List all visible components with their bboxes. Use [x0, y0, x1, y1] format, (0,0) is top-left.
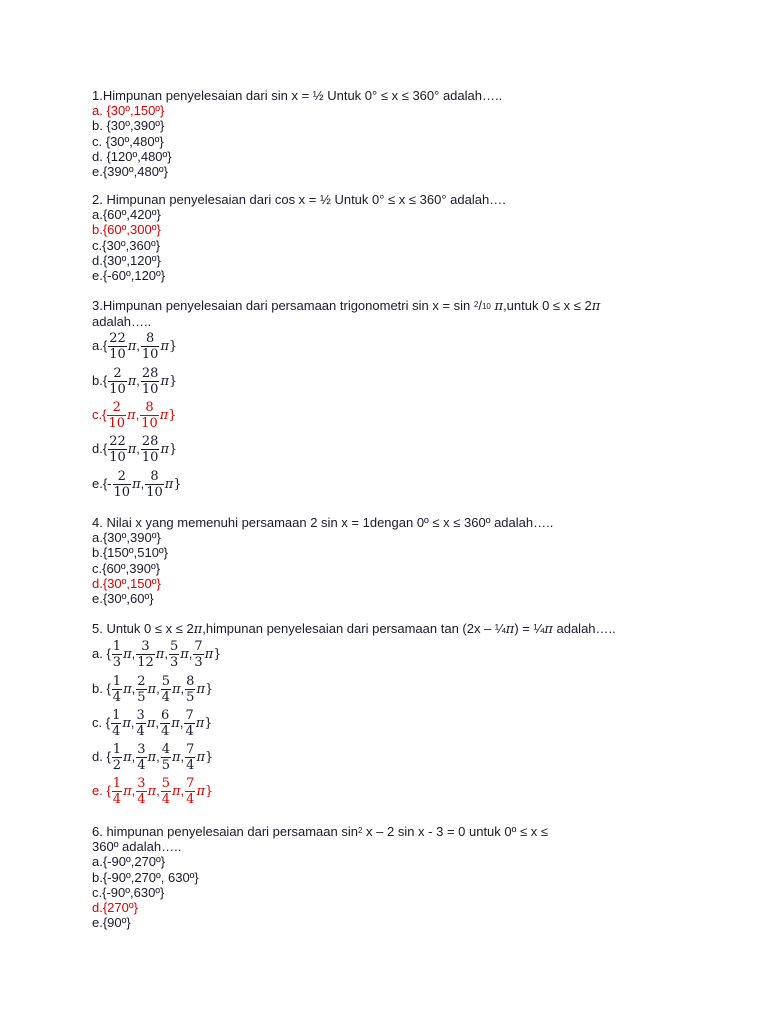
fraction-numerator: 1 [112, 776, 122, 792]
pi-symbol: π [123, 647, 132, 663]
q5-stem-pi3: π [544, 622, 553, 637]
fraction-numerator: 6 [160, 707, 170, 723]
fraction-denominator: 4 [160, 723, 170, 739]
fraction-denominator: 10 [141, 416, 158, 432]
fraction [161, 742, 171, 773]
q1-option-c: c. {30º,480º} [92, 133, 164, 149]
fraction-denominator: 10 [113, 484, 131, 500]
close-brace: } [168, 408, 177, 423]
fraction-denominator: 10 [109, 381, 126, 397]
q2-option-e: e.{-60º,120º} [92, 268, 166, 284]
q3-option-e [92, 467, 692, 501]
q5-option-d [92, 740, 692, 774]
fraction-denominator: 4 [185, 723, 194, 739]
fraction [112, 639, 122, 670]
comma: , [188, 646, 193, 662]
pi-symbol: π [160, 339, 169, 355]
fraction-denominator: 10 [108, 416, 126, 432]
fraction [141, 331, 160, 362]
comma: , [164, 646, 168, 662]
q3-option-a [92, 329, 692, 363]
q4-option-c: c.{60º,390º} [92, 560, 161, 576]
fraction-denominator: 10 [109, 450, 126, 466]
q6-option-b: b.{-90º,270º, 630º} [92, 869, 199, 885]
pi-symbol: π [123, 681, 132, 697]
fraction-numerator: 5 [161, 776, 170, 792]
q2-option-a: a.{60º,420º} [92, 207, 161, 223]
fraction-numerator: 7 [194, 639, 203, 655]
q2-option-d: d.{30º,120º} [92, 252, 161, 268]
pi-symbol: π [127, 442, 137, 458]
fraction-numerator: 8 [145, 400, 154, 416]
pi-symbol: π [123, 784, 132, 800]
option-prefix: a.{ [92, 338, 108, 354]
pi-symbol: π [122, 715, 131, 731]
comma: , [179, 714, 184, 730]
fraction [136, 674, 146, 705]
fraction-numerator: 3 [141, 639, 150, 655]
fraction [161, 776, 171, 807]
fraction-numerator: 28 [141, 434, 159, 450]
fraction-numerator: 8 [150, 468, 159, 484]
fraction-numerator: 2 [137, 673, 146, 689]
question-5-stem [92, 621, 692, 637]
pi-symbol: π [171, 715, 180, 731]
pi-symbol: π [204, 647, 214, 663]
pi-symbol: π [195, 715, 205, 731]
pi-symbol: π [155, 647, 165, 663]
pi-symbol: π [147, 784, 157, 800]
q1-option-d: d. {120º,480º} [92, 148, 172, 164]
q5-stem-post: adalah….. [552, 621, 616, 636]
pi-symbol: π [171, 750, 181, 766]
fraction [112, 742, 122, 773]
fraction-numerator: 2 [117, 468, 126, 484]
pi-symbol: π [159, 408, 169, 423]
fraction [136, 776, 146, 807]
fraction-denominator: 4 [161, 689, 170, 705]
q3-stem-pi: π [494, 299, 504, 314]
fraction-numerator: 3 [137, 742, 146, 758]
question-3-stem-line2: adalah….. [92, 314, 152, 330]
q2-option-b: b.{60º,300º} [92, 222, 161, 238]
q3-option-c [92, 398, 692, 432]
pi-symbol: π [196, 750, 205, 766]
question-1 [92, 88, 692, 179]
question-6 [92, 824, 692, 930]
comma: , [156, 680, 160, 696]
fraction-denominator: 2 [112, 758, 122, 774]
fraction-denominator: 10 [141, 450, 159, 466]
fraction-numerator: 7 [185, 707, 194, 723]
fraction-numerator: 7 [186, 776, 195, 792]
pi-symbol: π [147, 681, 157, 697]
fraction-denominator: 5 [137, 689, 146, 705]
comma: , [156, 783, 160, 799]
pi-symbol: π [127, 339, 137, 355]
comma: , [180, 680, 185, 696]
question-1-stem: 1.Himpunan penyelesaian dari sin x = ½ Untuk 0° ≤ x ≤ 360° adalah….. [92, 88, 503, 103]
fraction-denominator: 10 [109, 347, 126, 363]
q3-stem-pi2: π [591, 299, 601, 314]
fraction-denominator: 5 [161, 758, 170, 774]
fraction-denominator: 10 [141, 347, 159, 363]
fraction [136, 742, 146, 773]
comma: , [180, 783, 185, 799]
fraction-numerator: 4 [161, 742, 170, 758]
fraction-numerator: 8 [146, 331, 155, 347]
q6-stem-post: x – 2 sin x - 3 = 0 untuk 0º ≤ x ≤ [362, 824, 548, 839]
comma: , [156, 749, 160, 765]
pi-symbol: π [196, 681, 205, 697]
comma: , [155, 714, 159, 730]
pi-symbol: π [132, 476, 141, 492]
q6-option-e: e.{90º} [92, 915, 131, 931]
fraction [161, 674, 171, 705]
q3-option-d [92, 432, 692, 466]
comma: , [131, 749, 136, 765]
pi-symbol: π [147, 750, 157, 766]
fraction [185, 742, 195, 773]
fraction-numerator: 22 [109, 331, 126, 347]
q6-option-a: a.{-90º,270º} [92, 854, 166, 870]
fraction-denominator: 4 [112, 723, 121, 739]
comma: , [136, 372, 140, 388]
pi-symbol: π [196, 784, 205, 800]
close-brace: } [204, 715, 213, 731]
fraction-numerator: 22 [109, 434, 126, 450]
fraction [193, 639, 203, 670]
fraction [108, 366, 127, 397]
fraction [169, 639, 179, 670]
fraction-denominator: 4 [161, 792, 170, 808]
pi-symbol: π [171, 681, 181, 697]
pi-symbol: π [180, 647, 189, 663]
option-prefix: b. { [92, 680, 111, 696]
q3-stem-frac-den: 10 [481, 302, 491, 311]
option-prefix: d. { [92, 749, 111, 765]
q4-option-d: d.{30º,150º} [92, 575, 161, 591]
fraction-numerator: 3 [137, 776, 146, 792]
close-brace: } [169, 442, 178, 458]
fraction-denominator: 3 [194, 655, 203, 671]
question-2-stem: 2. Himpunan penyelesaian dari cos x = ½ Untuk 0° ≤ x ≤ 360° adalah…. [92, 192, 506, 207]
fraction [113, 469, 132, 500]
fraction [111, 708, 121, 739]
fraction [107, 400, 126, 431]
pi-symbol: π [160, 442, 169, 458]
fraction [112, 674, 122, 705]
fraction [160, 708, 170, 739]
q4-option-a: a.{30º,390º} [92, 530, 161, 546]
fraction [184, 708, 194, 739]
comma: , [131, 680, 136, 696]
fraction-denominator: 10 [141, 381, 159, 397]
close-brace: } [169, 339, 178, 355]
fraction-denominator: 4 [186, 758, 195, 774]
q5-option-c [92, 706, 692, 740]
q1-option-b: b. {30º,390º} [92, 118, 165, 134]
q5-stem-mid: ,himpunan penyelesaian dari persamaan tan (2x – ¼ [202, 621, 506, 636]
fraction-numerator: 7 [186, 742, 195, 758]
q2-option-c: c.{30º,360º} [92, 237, 161, 253]
comma: , [130, 714, 135, 730]
comma: , [140, 475, 145, 491]
option-prefix: e. { [92, 783, 111, 799]
q3-option-b [92, 364, 692, 398]
pi-symbol: π [164, 476, 174, 492]
q1-option-e: e.{390º,480º} [92, 164, 169, 180]
fraction-numerator: 1 [112, 742, 122, 758]
q1-option-a: a. {30º,150º} [92, 103, 165, 119]
fraction-denominator: 4 [112, 689, 122, 705]
comma: , [131, 646, 136, 662]
comma: , [135, 407, 140, 422]
close-brace: } [169, 373, 178, 389]
question-2 [92, 192, 692, 283]
q5-stem-pi: π [193, 622, 203, 637]
pi-symbol: π [146, 715, 156, 731]
fraction-numerator: 28 [141, 365, 159, 381]
pi-symbol: π [127, 373, 137, 389]
fraction-denominator: 4 [186, 792, 195, 808]
fraction-denominator: 4 [137, 758, 146, 774]
fraction [108, 434, 127, 465]
q3-stem-post: ,untuk 0 ≤ x ≤ 2 [503, 298, 592, 313]
fraction [185, 776, 195, 807]
close-brace: } [204, 750, 214, 766]
pi-symbol: π [160, 373, 169, 389]
q6-stem-sup: 2 [357, 826, 363, 835]
fraction [136, 639, 155, 670]
q3-stem-frac-num: 2 [473, 300, 479, 309]
close-brace: } [173, 476, 182, 492]
pi-symbol: π [127, 408, 136, 423]
option-prefix: e.{- [92, 475, 112, 491]
close-brace: } [204, 784, 214, 800]
q3-stem-text: 3.Himpunan penyelesaian dari persamaan trigonometri sin x = sin [92, 298, 474, 313]
fraction-denominator: 10 [146, 484, 163, 500]
fraction-denominator: 4 [137, 792, 146, 808]
q6-option-c: c.{-90º,630º} [92, 884, 165, 900]
fraction-numerator: 2 [112, 400, 121, 416]
fraction-numerator: 5 [169, 639, 179, 655]
q5-option-e [92, 774, 692, 808]
question-4 [92, 515, 692, 606]
fraction [112, 776, 122, 807]
fraction-denominator: 4 [136, 723, 145, 739]
pi-symbol: π [171, 784, 181, 800]
fraction-numerator: 5 [161, 673, 170, 689]
fraction [140, 400, 159, 431]
fraction-denominator: 4 [112, 792, 122, 808]
option-prefix: c.{ [92, 407, 107, 422]
question-4-stem: 4. Nilai x yang memenuhi persamaan 2 sin x = 1dengan 0º ≤ x ≤ 360º adalah….. [92, 515, 554, 530]
q4-option-e: e.{30º,60º} [92, 591, 154, 607]
q5-stem-mid2: ) = ¼ [514, 621, 545, 636]
q3-stem-frac-slash: / [478, 298, 482, 313]
question-3 [92, 298, 692, 501]
pi-symbol: π [123, 750, 132, 766]
fraction-numerator: 8 [186, 673, 195, 689]
fraction [145, 469, 164, 500]
close-brace: } [213, 647, 222, 663]
close-brace: } [204, 681, 214, 697]
fraction-numerator: 1 [112, 639, 122, 655]
option-prefix: c. { [92, 714, 111, 730]
q6-option-d: d.{270º} [92, 900, 138, 916]
q5-option-a [92, 637, 692, 671]
q5-stem-text: 5. Untuk 0 ≤ x ≤ 2 [92, 621, 194, 636]
q5-option-b [92, 672, 692, 706]
fraction [141, 434, 160, 465]
q4-option-b: b.{150º,510º} [92, 545, 169, 561]
option-prefix: d.{ [92, 441, 108, 457]
fraction-denominator: 3 [169, 655, 179, 671]
fraction-denominator: 3 [112, 655, 122, 671]
fraction [136, 708, 146, 739]
q6-stem-text: 6. himpunan penyelesaian dari persamaan sin [92, 824, 358, 839]
fraction-numerator: 1 [112, 707, 121, 723]
option-prefix: b.{ [92, 372, 108, 388]
fraction-numerator: 1 [112, 673, 122, 689]
comma: , [131, 783, 136, 799]
fraction-numerator: 3 [136, 707, 145, 723]
fraction-denominator: 12 [137, 655, 154, 671]
comma: , [180, 749, 185, 765]
question-6-stem-line2: 360º adalah….. [92, 839, 182, 855]
question-6-stem [92, 824, 692, 839]
comma: , [136, 338, 140, 354]
question-3-stem [92, 298, 692, 314]
option-prefix: a. { [92, 646, 111, 662]
comma: , [136, 441, 140, 457]
fraction [141, 366, 160, 397]
question-5 [92, 621, 692, 809]
fraction [185, 674, 195, 705]
fraction [108, 331, 127, 362]
fraction-numerator: 2 [113, 365, 122, 381]
fraction-denominator: 5 [186, 689, 195, 705]
q5-stem-pi2: π [505, 622, 515, 637]
